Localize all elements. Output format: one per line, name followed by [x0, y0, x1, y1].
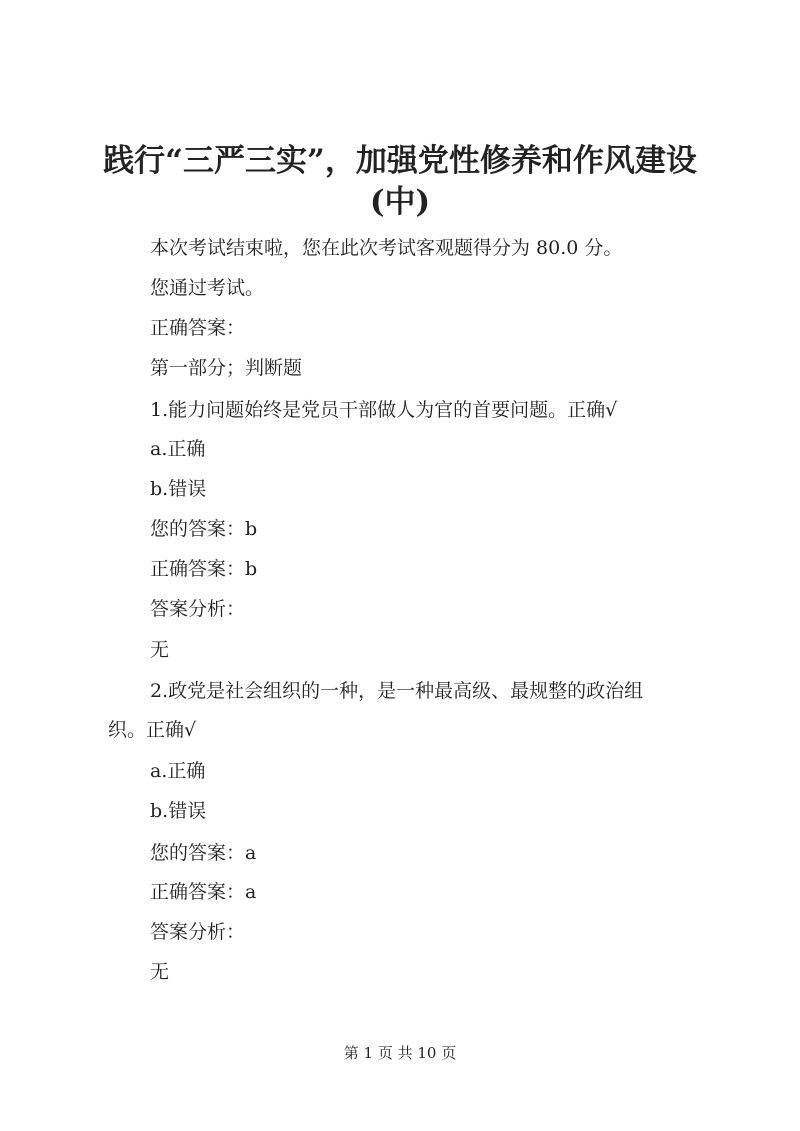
exam-pass-status: 您通过考试。 [150, 277, 265, 299]
question-1-your-answer: 您的答案：b [150, 518, 258, 540]
question-2-option-b: b.错误 [150, 800, 207, 822]
question-2-analysis: 无 [150, 961, 170, 983]
question-1-option-a: a.正确 [150, 438, 206, 460]
question-1-correct-answer: 正确答案：b [150, 558, 258, 580]
correct-answers-heading: 正确答案： [150, 317, 246, 339]
question-1-option-b: b.错误 [150, 478, 207, 500]
exam-score-summary: 本次考试结束啦，您在此次考试客观题得分为 80.0 分。 [150, 237, 623, 259]
question-2-option-a: a.正确 [150, 760, 206, 782]
page-number-footer: 第 1 页 共 10 页 [343, 1044, 457, 1062]
question-2-text-continued: 织。正确√ [108, 719, 197, 741]
question-2-your-answer: 您的答案：a [150, 842, 257, 864]
question-1-analysis-label: 答案分析： [150, 598, 246, 620]
section-heading: 第一部分；判断题 [150, 357, 303, 379]
question-1-analysis: 无 [150, 639, 170, 661]
question-2-text: 2.政党是社会组织的一种，是一种最高级、最规整的政治组 [150, 680, 644, 702]
question-1-text: 1.能力问题始终是党员干部做人为官的首要问题。正确√ [150, 399, 618, 421]
question-2-analysis-label: 答案分析： [150, 921, 246, 943]
document-title-line-1: 践行“三严三实”，加强党性修养和作风建设 [103, 143, 697, 179]
question-2-correct-answer: 正确答案：a [150, 881, 257, 903]
document-title-line-2: (中) [369, 184, 431, 220]
